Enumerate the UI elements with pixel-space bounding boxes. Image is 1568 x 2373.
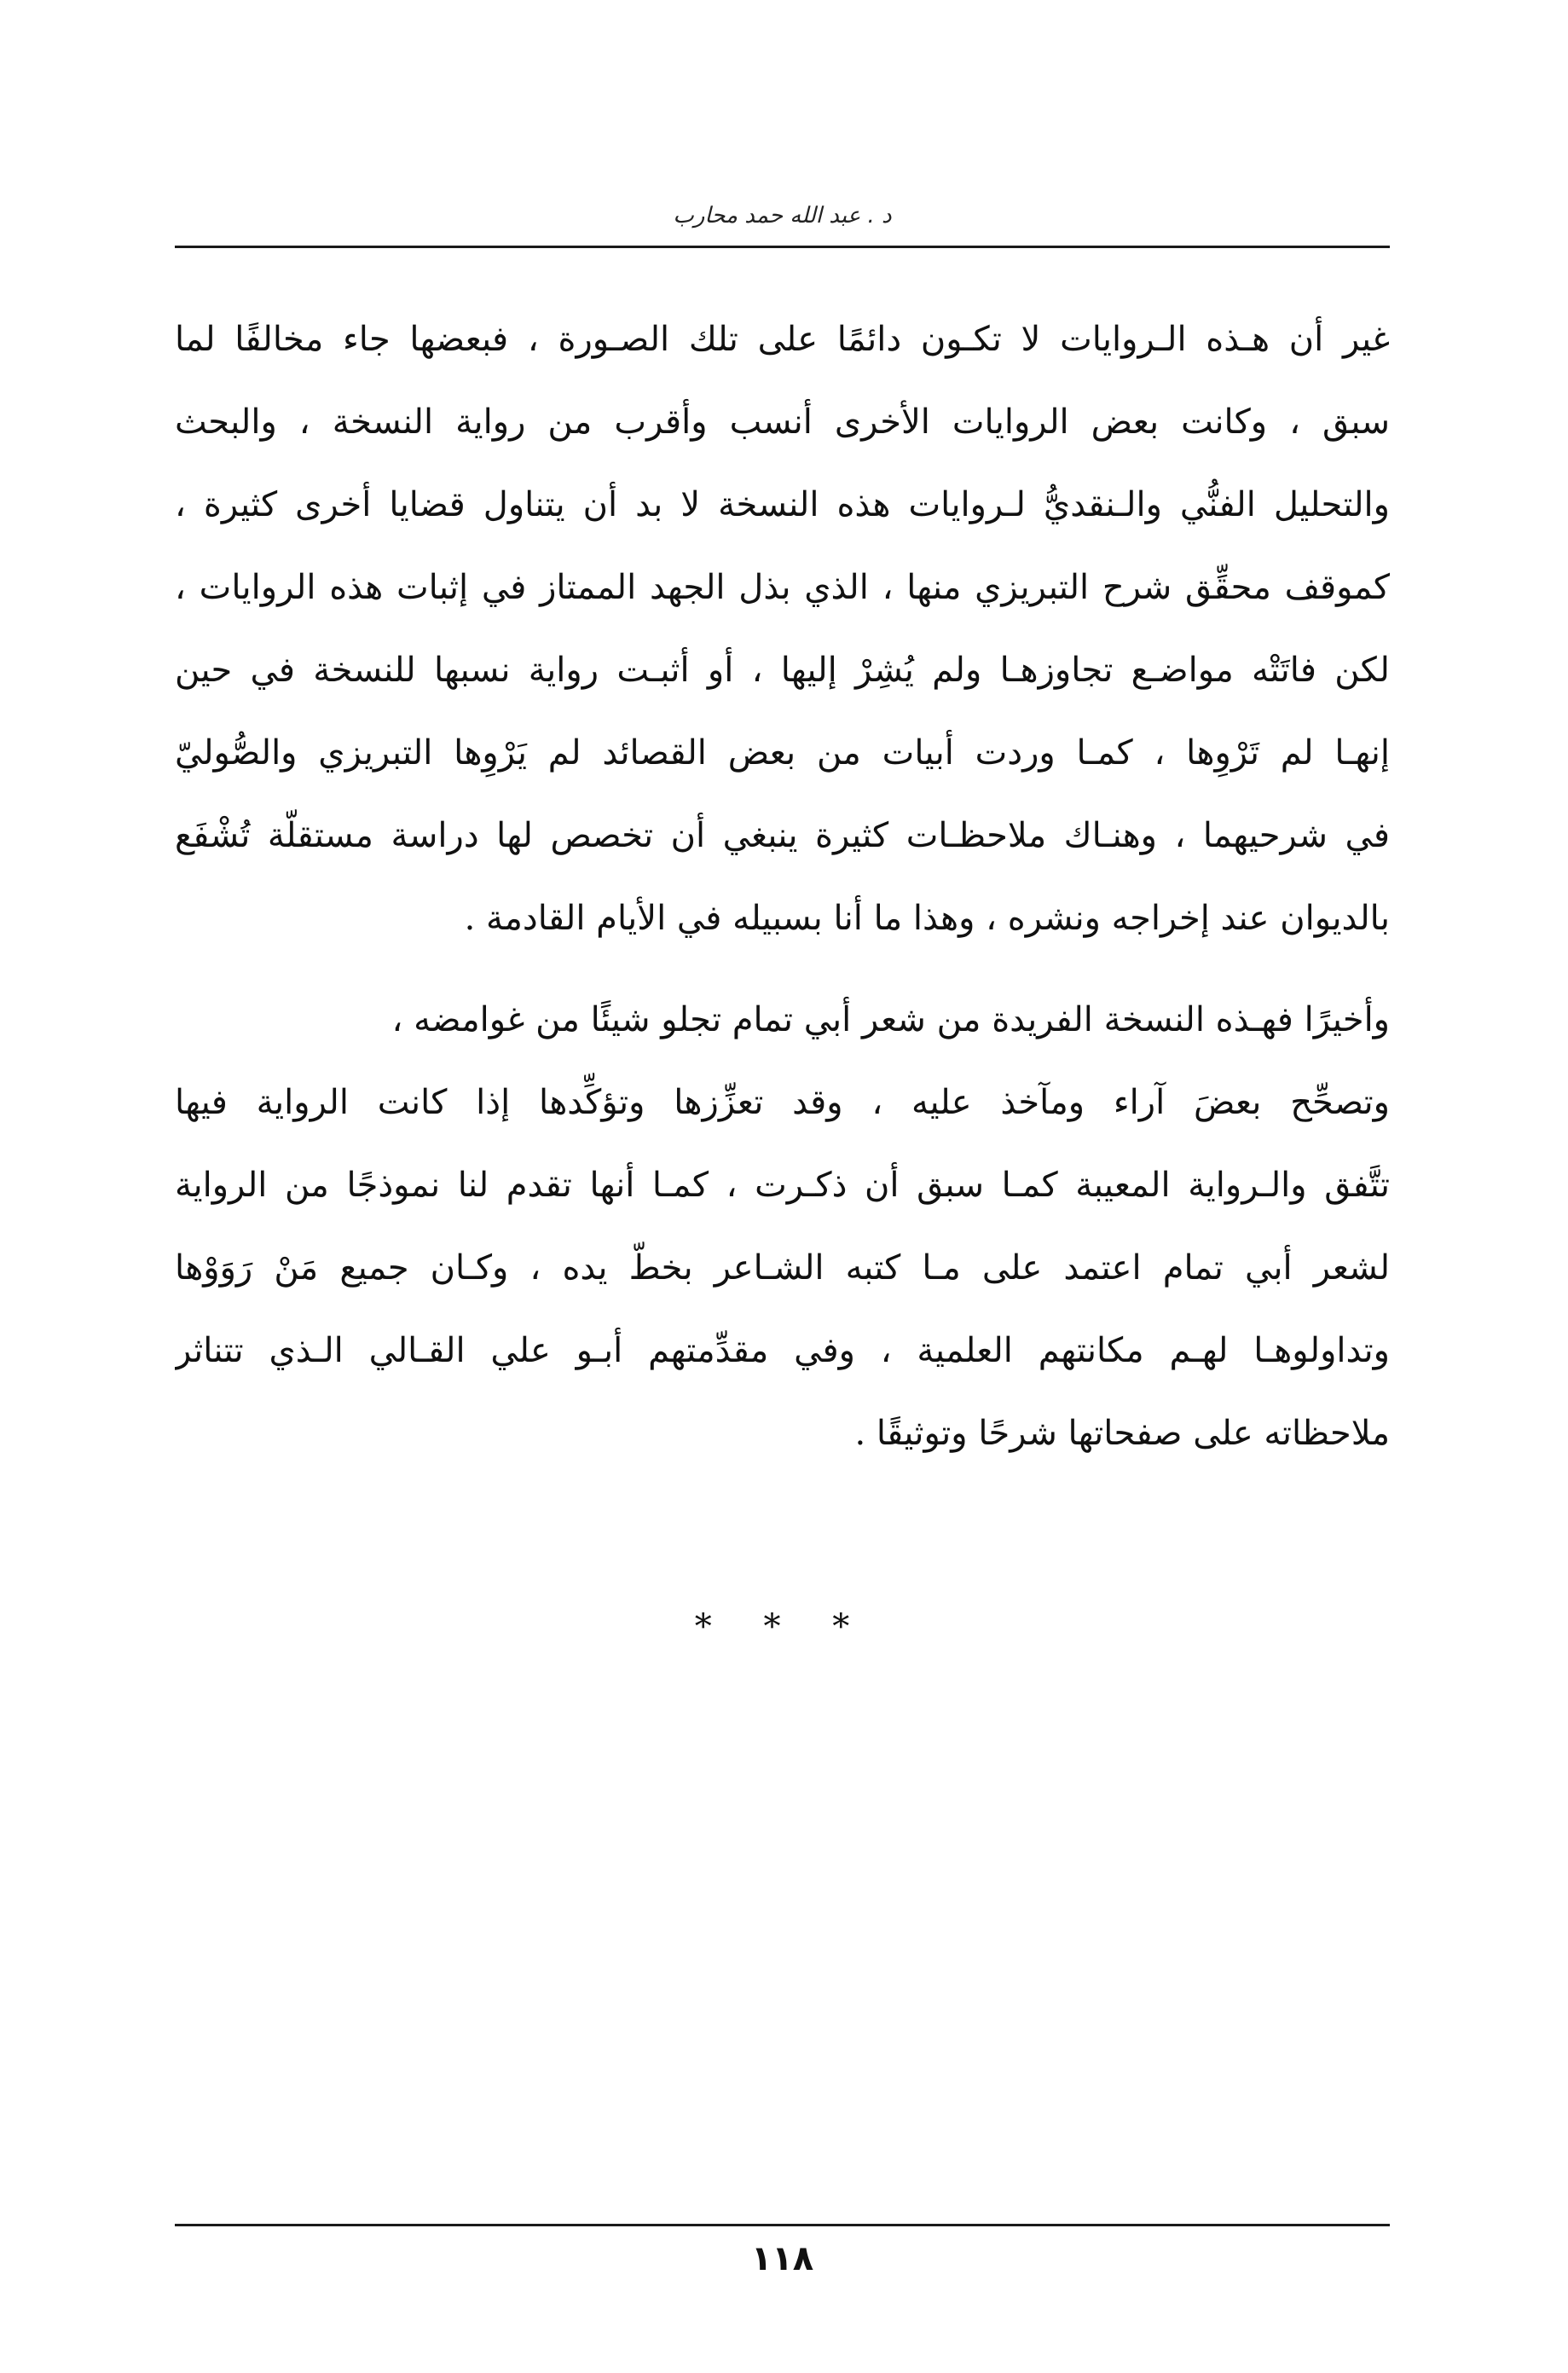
section-separator: * * *: [694, 1607, 871, 1647]
text-line: سبق ، وكانت بعض الروايات الأخرى أنسب وأقرب من رواية النسخة ، والبحث: [175, 402, 1390, 442]
page-number: ١١٨: [750, 2239, 814, 2278]
header-rule: [175, 246, 1390, 248]
body-text: [175, 298, 1390, 1475]
text-line: لشعر أبي تمام اعتمد على مـا كتبه الشـاعر بخطّ يده ، وكـان جميع مَنْ رَوَوْها: [175, 1248, 1390, 1288]
paragraph-2: [175, 979, 1390, 1475]
text-line: بالديوان عند إخراجه ونشره ، وهذا ما أنا بسبيله في الأيام القادمة .: [464, 899, 1390, 938]
footer-rule: [175, 2224, 1390, 2226]
text-line: كموقف محقِّق شرح التبريزي منها ، الذي بذل الجهد الممتاز في إثبات هذه الروايات ،: [175, 568, 1390, 607]
text-line: إنهـا لم تَرْوِها ، كمـا وردت أبيات من بعض القصائد لم يَرْوِها التبريزي والصُّوليّ: [175, 733, 1390, 773]
text-line: والتحليل الفنُّي والـنقديُّ لـروايات هذه النسخة لا بد أن يتناول قضايا أخرى كثيرة ،: [175, 485, 1390, 524]
running-header: د . عبد الله حمد محارب: [673, 203, 892, 229]
text-line: في شرحيهما ، وهنـاك ملاحظـات كثيرة ينبغي أن تخصص لها دراسة مستقلّة تُشْفَع: [175, 816, 1390, 855]
text-line: لكن فاتَتْه مواضـع تجاوزهـا ولم يُشِرْ إليها ، أو أثبـت رواية نسبها للنسخة في حين: [175, 651, 1390, 690]
text-line: ملاحظاته على صفحاتها شرحًا وتوثيقًا .: [854, 1414, 1390, 1453]
text-line: وتداولوهـا لهـم مكانتهم العلمية ، وفي مقدِّمتهم أبـو علي القـالي الـذي تتناثر: [175, 1331, 1390, 1370]
text-line: تتَّفق والـرواية المعيبة كمـا سبق أن ذكـرت ، كمـا أنها تقدم لنا نموذجًا من الرواية: [175, 1166, 1390, 1205]
paragraph-1: [175, 298, 1390, 960]
text-line: غير أن هـذه الـروايات لا تكـون دائمًا على تلك الصـورة ، فبعضها جاء مخالفًا لما: [175, 320, 1390, 359]
text-line: وتصحِّح بعضَ آراء ومآخذ عليه ، وقد تعزِّزها وتؤكِّدها إذا كانت الرواية فيها: [175, 1083, 1390, 1122]
paragraph-gap: [175, 960, 1390, 979]
text-line: وأخيرًا فهـذه النسخة الفريدة من شعر أبي تمام تجلو شيئًا من غوامضه ،: [391, 1000, 1390, 1039]
